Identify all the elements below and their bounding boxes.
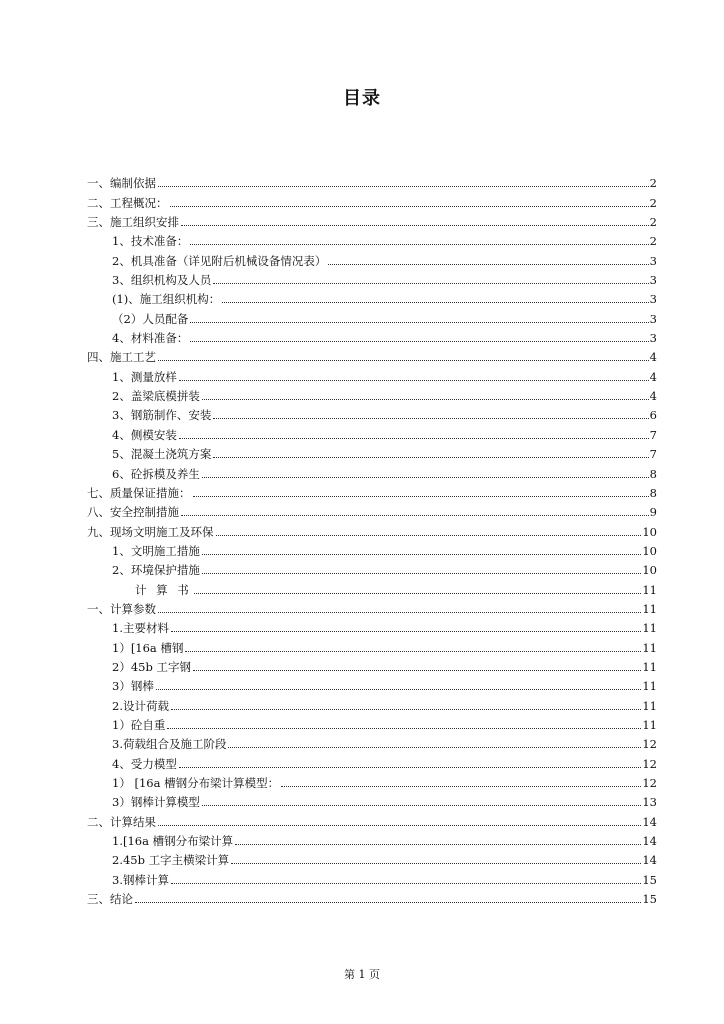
toc-entry-page-number: 12 [642,756,657,771]
toc-entry-label: 三、施工组织安排 [87,215,179,230]
toc-entry[interactable] [87,171,657,190]
toc-entry-page-number: 3 [649,253,657,268]
document-title: 目录 [343,88,381,109]
toc-entry[interactable] [87,384,657,403]
toc-entry-page-number: 11 [642,679,657,694]
toc-entry-page-number: 11 [642,717,657,732]
toc-entry[interactable] [87,693,657,712]
toc-entry-label: 1） [16a 槽钢分布梁计算模型： [112,776,280,790]
toc-entry-label: 2、环境保护措施 [112,563,200,578]
toc-entry-page-number: 3 [649,273,657,288]
toc-entry[interactable] [87,616,657,635]
toc-entry-page-number: 4 [649,369,657,384]
toc-entry-label: 2）45b 工字钢 [112,659,191,674]
toc-entry-label: 5、混凝土浇筑方案 [112,447,212,462]
toc-entry[interactable] [87,345,657,364]
toc-entry-label: 4、侧模安装 [112,427,177,442]
toc-dot-leader [156,689,642,690]
toc-dot-leader [202,805,642,806]
toc-entry-label: 1、测量放样 [112,369,177,384]
toc-entry-page-number: 11 [642,582,657,597]
toc-entry-page-number: 12 [642,776,657,790]
toc-dot-leader [216,535,642,536]
toc-entry-label: 一、计算参数 [87,601,156,616]
toc-entry-label: 2.设计荷载 [112,698,169,713]
toc-entry[interactable] [87,210,657,229]
toc-entry[interactable] [87,558,657,577]
toc-entry-label: 3）钢棒 [112,679,154,694]
toc-entry[interactable] [87,867,657,886]
toc-dot-leader [167,728,641,729]
toc-dot-leader [213,418,648,419]
toc-entry-label: 1）[16a 槽钢 [112,640,184,655]
toc-entry-page-number: 4 [649,350,657,365]
toc-entry-label: 2、盖梁底模拼装 [112,389,200,404]
toc-entry-label: 九、现场文明施工及环保 [87,524,214,539]
toc-dot-leader [179,767,642,768]
toc-entry[interactable] [87,577,657,596]
toc-dot-leader [235,844,641,845]
toc-dot-leader [231,863,641,864]
toc-dot-leader [158,186,649,187]
toc-entry-page-number: 12 [642,737,657,752]
toc-entry-label: 1、技术准备： [112,234,189,249]
toc-entry-label: 1.主要材料 [112,621,169,636]
toc-entry-label: 二、计算结果 [87,814,156,829]
toc-entry-label: （2）人员配备 [112,311,189,326]
toc-dot-leader [190,322,648,323]
toc-dot-leader [202,477,649,478]
toc-entry-label: 2.45b 工字主横梁计算 [112,853,230,868]
table-of-contents [87,171,657,906]
toc-entry-page-number: 2 [649,176,657,191]
toc-entry-label: (1)、施工组织机构： [112,292,221,307]
toc-entry[interactable] [87,674,657,693]
toc-entry[interactable] [87,771,657,790]
toc-entry[interactable] [87,848,657,867]
toc-entry-label: 八、安全控制措施 [87,505,179,520]
toc-entry[interactable] [87,809,657,828]
toc-entry-label: 2、机具准备（详见附后机械设备情况表） [112,253,327,268]
toc-dot-leader [171,883,641,884]
toc-entry-page-number: 11 [642,621,657,636]
toc-entry-label: 1）砼自重 [112,717,166,732]
toc-entry-page-number: 3 [649,292,657,307]
toc-entry-page-number: 7 [649,427,657,442]
toc-entry[interactable] [87,539,657,558]
toc-entry[interactable] [87,442,657,461]
toc-entry-label: 3.荷载组合及施工阶段 [112,737,227,752]
toc-dot-leader [202,573,642,574]
toc-entry-page-number: 14 [642,814,657,829]
toc-dot-leader [190,341,648,342]
toc-entry-page-number: 2 [649,195,657,210]
toc-entry-label: 二、工程概况： [87,195,168,210]
toc-dot-leader [179,380,649,381]
toc-entry-page-number: 8 [649,485,657,500]
toc-entry[interactable] [87,597,657,616]
toc-dot-leader [190,244,648,245]
toc-entry[interactable] [87,655,657,674]
toc-entry-label: 3、钢筋制作、安装 [112,408,212,423]
toc-entry-page-number: 7 [649,447,657,462]
toc-entry[interactable] [87,229,657,248]
toc-entry[interactable] [87,422,657,441]
toc-entry[interactable] [87,248,657,267]
toc-entry[interactable] [87,461,657,480]
toc-entry-label: 3、组织机构及人员 [112,273,212,288]
toc-entry[interactable] [87,268,657,287]
toc-entry-page-number: 3 [649,311,657,326]
toc-entry[interactable] [87,790,657,809]
toc-entry[interactable] [87,635,657,654]
toc-entry[interactable] [87,751,657,770]
toc-entry-page-number: 6 [649,408,657,423]
toc-entry-label: 4、材料准备： [112,331,189,346]
toc-entry-page-number: 11 [642,601,657,616]
toc-dot-leader [158,612,641,613]
toc-dot-leader [171,709,641,710]
toc-entry-page-number: 11 [642,659,657,674]
toc-dot-leader [328,264,648,265]
toc-entry[interactable] [87,306,657,325]
toc-entry-page-number: 2 [649,234,657,249]
toc-dot-leader [202,399,649,400]
toc-entry[interactable] [87,732,657,751]
toc-entry-label: 七、质量保证措施： [87,485,191,500]
toc-entry-page-number: 11 [642,698,657,713]
toc-dot-leader [213,457,648,458]
toc-entry-label: 一、编制依据 [87,176,156,191]
toc-entry-page-number: 15 [642,872,657,887]
toc-entry-label: 1.[16a 槽钢分布梁计算 [112,834,234,849]
toc-dot-leader [194,593,642,594]
toc-entry-page-number: 10 [642,543,657,558]
toc-entry-page-number: 10 [642,563,657,578]
toc-entry-label: 3）钢棒计算模型 [112,795,200,810]
toc-entry[interactable] [87,519,657,538]
toc-entry[interactable] [87,190,657,209]
toc-dot-leader [202,554,642,555]
toc-entry[interactable] [87,887,657,906]
toc-entry-label: 3.钢棒计算 [112,872,169,887]
toc-dot-leader [193,496,649,497]
toc-entry-page-number: 14 [642,834,657,849]
toc-entry-page-number: 2 [649,215,657,230]
toc-entry-page-number: 9 [649,505,657,520]
toc-entry-label: 四、施工工艺 [87,350,156,365]
toc-dot-leader [158,360,649,361]
toc-entry-page-number: 13 [642,795,657,810]
toc-entry-page-number: 8 [649,466,657,481]
toc-dot-leader [228,747,641,748]
toc-dot-leader [281,786,641,787]
toc-dot-leader [170,206,649,207]
toc-dot-leader [135,902,641,903]
toc-entry[interactable] [87,403,657,422]
page-footer: 第 1 页 [344,968,380,981]
toc-entry-label: 4、受力模型 [112,756,177,771]
toc-entry[interactable] [87,829,657,848]
toc-dot-leader [213,283,648,284]
toc-entry-label: 计 算 书 [135,582,192,597]
toc-entry[interactable] [87,287,657,306]
toc-entry[interactable] [87,481,657,500]
toc-dot-leader [193,670,641,671]
toc-entry[interactable] [87,500,657,519]
toc-dot-leader [158,825,641,826]
toc-entry-page-number: 15 [642,892,657,907]
toc-entry-label: 6、砼拆模及养生 [112,466,200,481]
toc-entry-page-number: 4 [649,389,657,404]
toc-dot-leader [222,302,648,303]
toc-entry[interactable] [87,364,657,383]
toc-entry[interactable] [87,713,657,732]
toc-dot-leader [179,438,649,439]
toc-dot-leader [185,651,641,652]
toc-entry[interactable] [87,326,657,345]
toc-entry-label: 三、结论 [87,892,133,907]
toc-dot-leader [171,631,641,632]
toc-entry-label: 1、文明施工措施 [112,543,200,558]
toc-dot-leader [181,515,649,516]
toc-entry-page-number: 10 [642,524,657,539]
toc-entry-page-number: 3 [649,331,657,346]
toc-entry-page-number: 11 [642,640,657,655]
toc-dot-leader [181,225,649,226]
toc-entry-page-number: 14 [642,853,657,868]
